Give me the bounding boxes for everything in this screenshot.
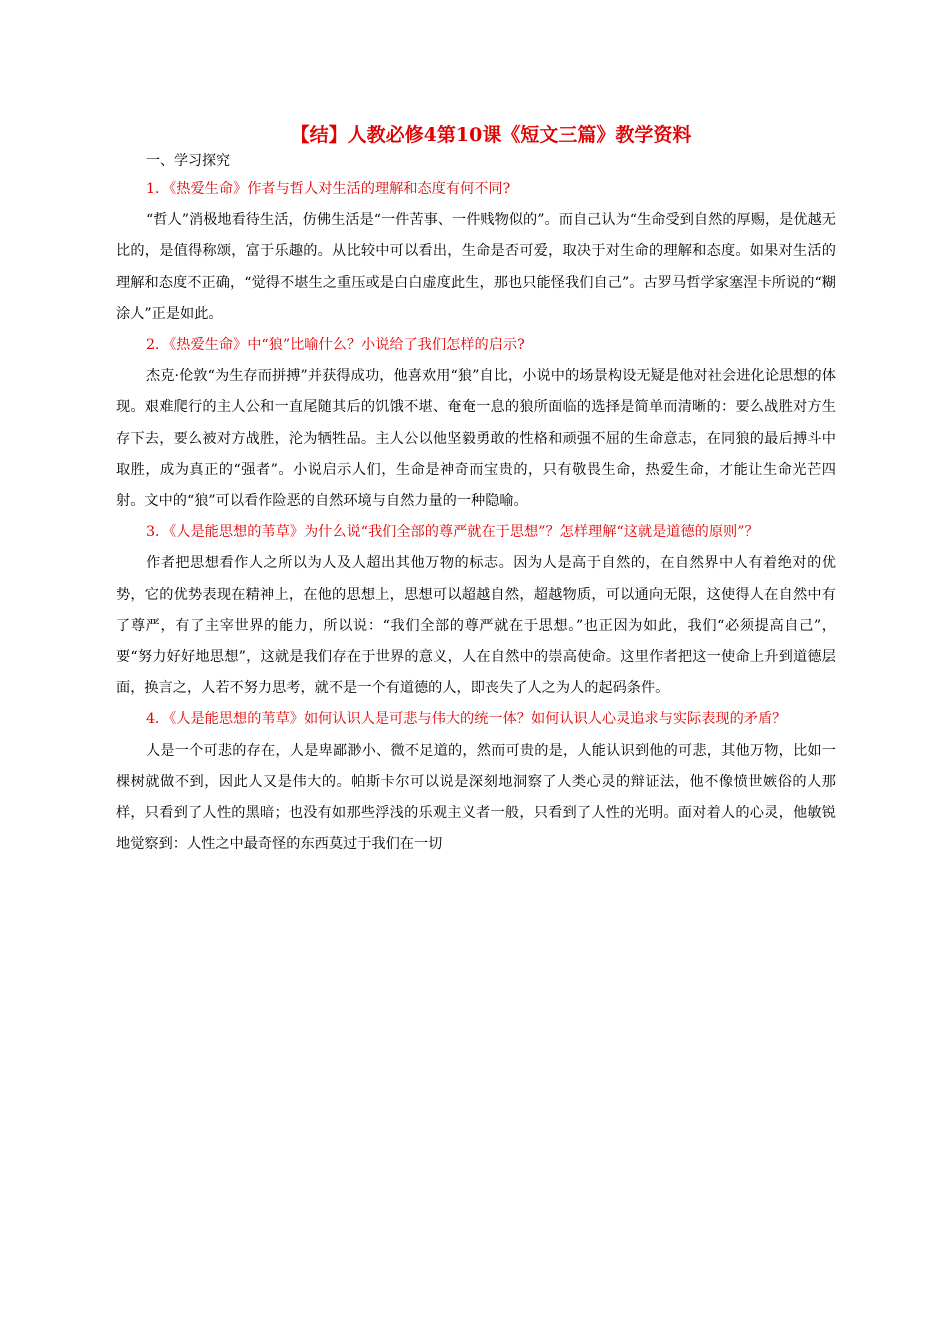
answer-2: 杰克·伦敦“为生存而拼搏”并获得成功，他喜欢用“狼”自比，小说中的场景构设无疑是他对社会进化论思想的体现。艰难爬行的主人公和一直尾随其后的饥饿不堪、奄奄一息的狼所面临的选择是简单而清晰的：要么战胜对方生存下去，要么被对方战胜，沦为牺牲品。主人公以他坚毅勇敢的性格和顽强不屈的生命意志，在同狼的最后搏斗中取胜，成为真正的“强者”。小说启示人们，生命是神奇而宝贵的，只有敬畏生命，热爱生命，才能让生命光芒四射。文中的“狼”可以看作险恶的自然环境与自然力量的一种隐喻。 [116,368,836,510]
section-heading: 一、学习探究 [146,153,230,169]
answer-3: 作者把思想看作人之所以为人及人超出其他万物的标志。因为人是高于自然的，在自然界中人有着绝对的优势，它的优势表现在精神上，在他的思想上，思想可以超越自然，超越物质，可以通向无限，这使得人在自然中有了尊严，有了主宰世界的能力，所以说：“我们全部的尊严就在于思想。”也正因为如此，我们“必须提高自己”，要“努力好好地思想”，这就是我们存在于世界的意义，人在自然中的崇高使命。这里作者把这一使命上升到道德层面，换言之，人若不努力思考，就不是一个有道德的人，即丧失了人之为人的起码条件。 [116,555,836,697]
question-4: 4．《人是能思想的苇草》如何认识人是可悲与伟大的统一体？如何认识人心灵追求与实际表现的矛盾？ [146,711,787,728]
question-2: 2．《热爱生命》中“狼”比喻什么？小说给了我们怎样的启示? [146,337,525,354]
document-title: 【结】人教必修4第10课《短文三篇》教学资料 [290,124,692,146]
question-3: 3．《人是能思想的苇草》为什么说“我们全部的尊严就在于思想”？怎样理解“这就是道德的原则”？ [146,524,759,541]
document-page [116,118,836,860]
answer-4: 人是一个可悲的存在，人是卑鄙渺小、微不足道的，然而可贵的是，人能认识到他的可悲，其他万物，比如一棵树就做不到，因此人又是伟大的。帕斯卡尔可以说是深刻地洞察了人类心灵的辩证法，他不像愤世嫉俗的人那样，只看到了人性的黑暗；也没有如那些浮浅的乐观主义者一般，只看到了人性的光明。面对着人的心灵，他敏锐地觉察到：人性之中最奇怪的东西莫过于我们在一切 [116,742,836,853]
question-1: 1．《热爱生命》作者与哲人对生活的理解和态度有何不同? [146,181,511,197]
answer-1: “哲人”消极地看待生活，仿佛生活是“一件苦事、一件贱物似的”。而自己认为“生命受到自然的厚赐，是优越无比的，是值得称颂，富于乐趣的。从比较中可以看出，生命是否可爱，取决于对生命的理解和态度。如果对生活的理解和态度不正确，“觉得不堪生之重压或是白白虚度此生，那也只能怪我们自己”。古罗马哲学家塞涅卡所说的“糊涂人”正是如此。 [116,212,836,322]
